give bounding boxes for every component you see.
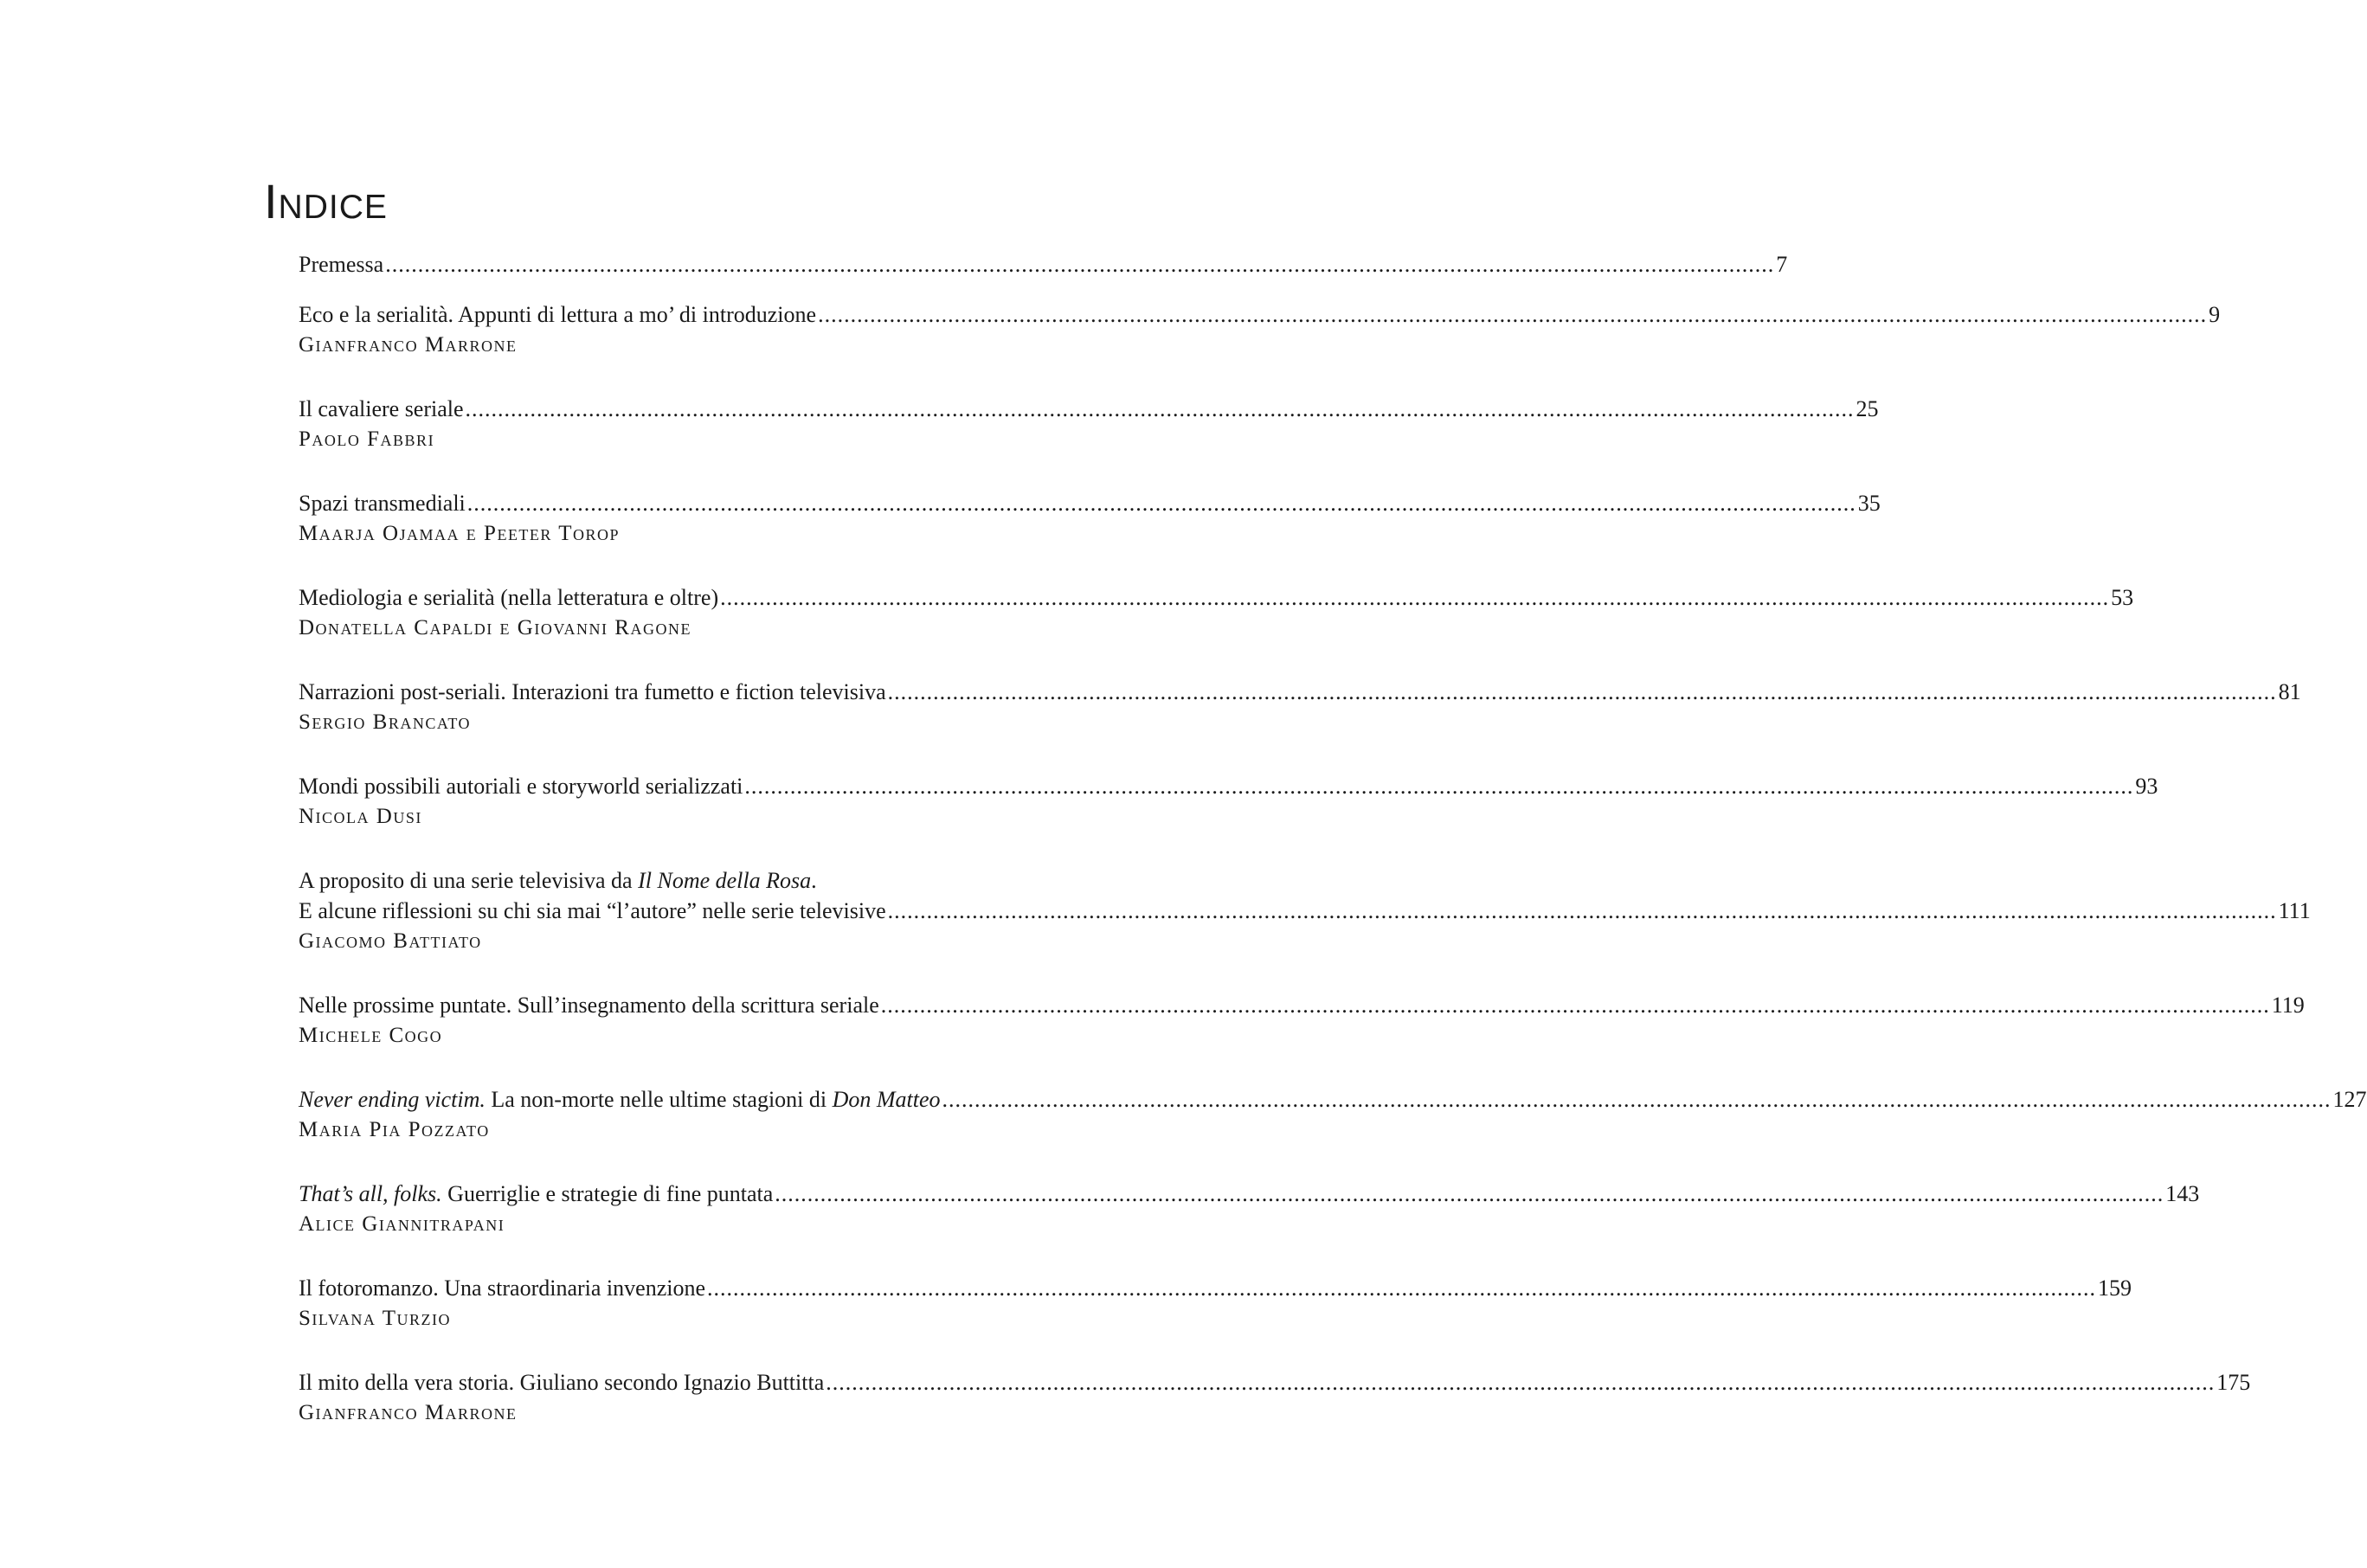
toc-entry-prossime-puntate[interactable] bbox=[299, 990, 2305, 1051]
entry-title-part: . bbox=[811, 868, 817, 893]
toc-entry-line bbox=[299, 865, 1043, 896]
entry-author: Sergio Brancato bbox=[299, 710, 472, 734]
dot-leader bbox=[466, 394, 1855, 424]
toc-entry-line bbox=[299, 896, 2311, 926]
dot-leader bbox=[775, 1179, 2164, 1209]
toc-entry-line bbox=[299, 771, 2158, 801]
toc-entry-eco[interactable] bbox=[299, 299, 2221, 361]
toc-entry-narrazioni[interactable] bbox=[299, 677, 2301, 738]
toc-entry-line bbox=[299, 1273, 2132, 1303]
entry-author: Maarja Ojamaa e Peeter Torop bbox=[299, 522, 621, 545]
toc-entry-line bbox=[299, 488, 1881, 518]
entry-title: Il fotoromanzo. Una straordinaria invenzione bbox=[299, 1276, 705, 1301]
dot-leader bbox=[942, 1084, 2332, 1115]
toc-entry-line bbox=[299, 249, 1788, 280]
page-number: 9 bbox=[2209, 302, 2221, 327]
toc-entry-thats-all-folks[interactable] bbox=[299, 1179, 2200, 1240]
entry-author: Gianfranco Marrone bbox=[299, 333, 518, 357]
entry-title bbox=[299, 1179, 773, 1209]
entry-title: Mediologia e serialità (nella letteratura e oltre) bbox=[299, 585, 719, 610]
page-number: 53 bbox=[2111, 585, 2134, 610]
entry-title: Nelle prossime puntate. Sull’insegnamento della scrittura seriale bbox=[299, 993, 879, 1018]
entry-author: Giacomo Battiato bbox=[299, 929, 482, 953]
entry-title-italic: Il Nome della Rosa bbox=[638, 868, 812, 893]
entry-author: Maria Pia Pozzato bbox=[299, 1118, 490, 1141]
entry-author: Gianfranco Marrone bbox=[299, 1401, 518, 1424]
entry-title: Mondi possibili autoriali e storyworld serializzati bbox=[299, 774, 743, 799]
toc-list bbox=[299, 249, 2367, 1429]
toc-entry-don-matteo[interactable] bbox=[299, 1084, 2367, 1146]
dot-leader bbox=[888, 677, 2277, 707]
toc-entry-mediologia[interactable] bbox=[299, 582, 2134, 644]
entry-author: Alice Giannitrapani bbox=[299, 1212, 505, 1236]
page-number: 175 bbox=[2216, 1370, 2251, 1395]
page-title: Indice bbox=[264, 174, 388, 228]
dot-leader bbox=[888, 896, 2277, 926]
toc-entry-cavaliere[interactable] bbox=[299, 394, 1879, 455]
dot-leader bbox=[818, 299, 2207, 330]
toc-entry-line bbox=[299, 1084, 2367, 1115]
entry-author: Donatella Capaldi e Giovanni Ragone bbox=[299, 616, 691, 639]
toc-entry-line bbox=[299, 582, 2134, 613]
entry-title-italic: Never ending victim. bbox=[299, 1087, 486, 1112]
toc-entry-premessa[interactable] bbox=[299, 249, 1788, 280]
toc-entry-line bbox=[299, 990, 2305, 1020]
entry-author: Michele Cogo bbox=[299, 1024, 443, 1047]
entry-title: Spazi transmediali bbox=[299, 491, 466, 516]
entry-title: Il mito della vera storia. Giuliano secondo Ignazio Buttitta bbox=[299, 1370, 825, 1395]
entry-author: Paolo Fabbri bbox=[299, 427, 435, 451]
toc-entry-line bbox=[299, 1179, 2200, 1209]
toc-entry-line bbox=[299, 1367, 2251, 1398]
page-number: 81 bbox=[2278, 679, 2301, 704]
page-number: 111 bbox=[2278, 898, 2311, 923]
page-number: 25 bbox=[1856, 396, 1879, 421]
page-number: 159 bbox=[2098, 1276, 2132, 1301]
entry-title-part: La non-morte nelle ultime stagioni di bbox=[485, 1087, 833, 1112]
dot-leader bbox=[467, 488, 1856, 518]
dot-leader bbox=[385, 249, 1774, 280]
dot-leader bbox=[720, 582, 2109, 613]
toc-entry-mondi[interactable] bbox=[299, 771, 2158, 832]
entry-title-part: Guerriglie e strategie di fine puntata bbox=[441, 1181, 774, 1206]
entry-title bbox=[299, 1084, 941, 1115]
entry-title: Premessa bbox=[299, 252, 384, 277]
entry-title-italic: That’s all, folks. bbox=[299, 1181, 442, 1206]
entry-title-part: A proposito di una serie televisiva da bbox=[299, 868, 639, 893]
page-number: 35 bbox=[1857, 491, 1881, 516]
entry-title: Il cavaliere seriale bbox=[299, 396, 464, 421]
dot-leader bbox=[826, 1367, 2215, 1398]
toc-entry-line bbox=[299, 394, 1879, 424]
entry-title: Eco e la serialità. Appunti di lettura a mo’ di introduzione bbox=[299, 302, 817, 327]
toc-entry-line bbox=[299, 677, 2301, 707]
entry-author: Silvana Turzio bbox=[299, 1307, 451, 1330]
toc-entry-mito[interactable] bbox=[299, 1367, 2251, 1429]
page-number: 119 bbox=[2271, 993, 2305, 1018]
entry-title: Narrazioni post-seriali. Interazioni tra fumetto e fiction televisiva bbox=[299, 679, 886, 704]
page-number: 7 bbox=[1776, 252, 1788, 277]
toc-entry-fotoromanzo[interactable] bbox=[299, 1273, 2132, 1334]
page-number: 93 bbox=[2135, 774, 2158, 799]
toc-entry-nome-della-rosa[interactable] bbox=[299, 865, 2311, 957]
entry-title: E alcune riflessioni su chi sia mai “l’autore” nelle serie televisive bbox=[299, 898, 886, 923]
dot-leader bbox=[744, 771, 2133, 801]
dot-leader bbox=[707, 1273, 2096, 1303]
toc-entry-spazi[interactable] bbox=[299, 488, 1881, 549]
entry-author: Nicola Dusi bbox=[299, 805, 422, 828]
dot-leader bbox=[881, 990, 2270, 1020]
page-number: 143 bbox=[2165, 1181, 2200, 1206]
entry-title-italic: Don Matteo bbox=[832, 1087, 941, 1112]
page-number: 127 bbox=[2332, 1087, 2367, 1112]
toc-entry-line bbox=[299, 299, 2221, 330]
